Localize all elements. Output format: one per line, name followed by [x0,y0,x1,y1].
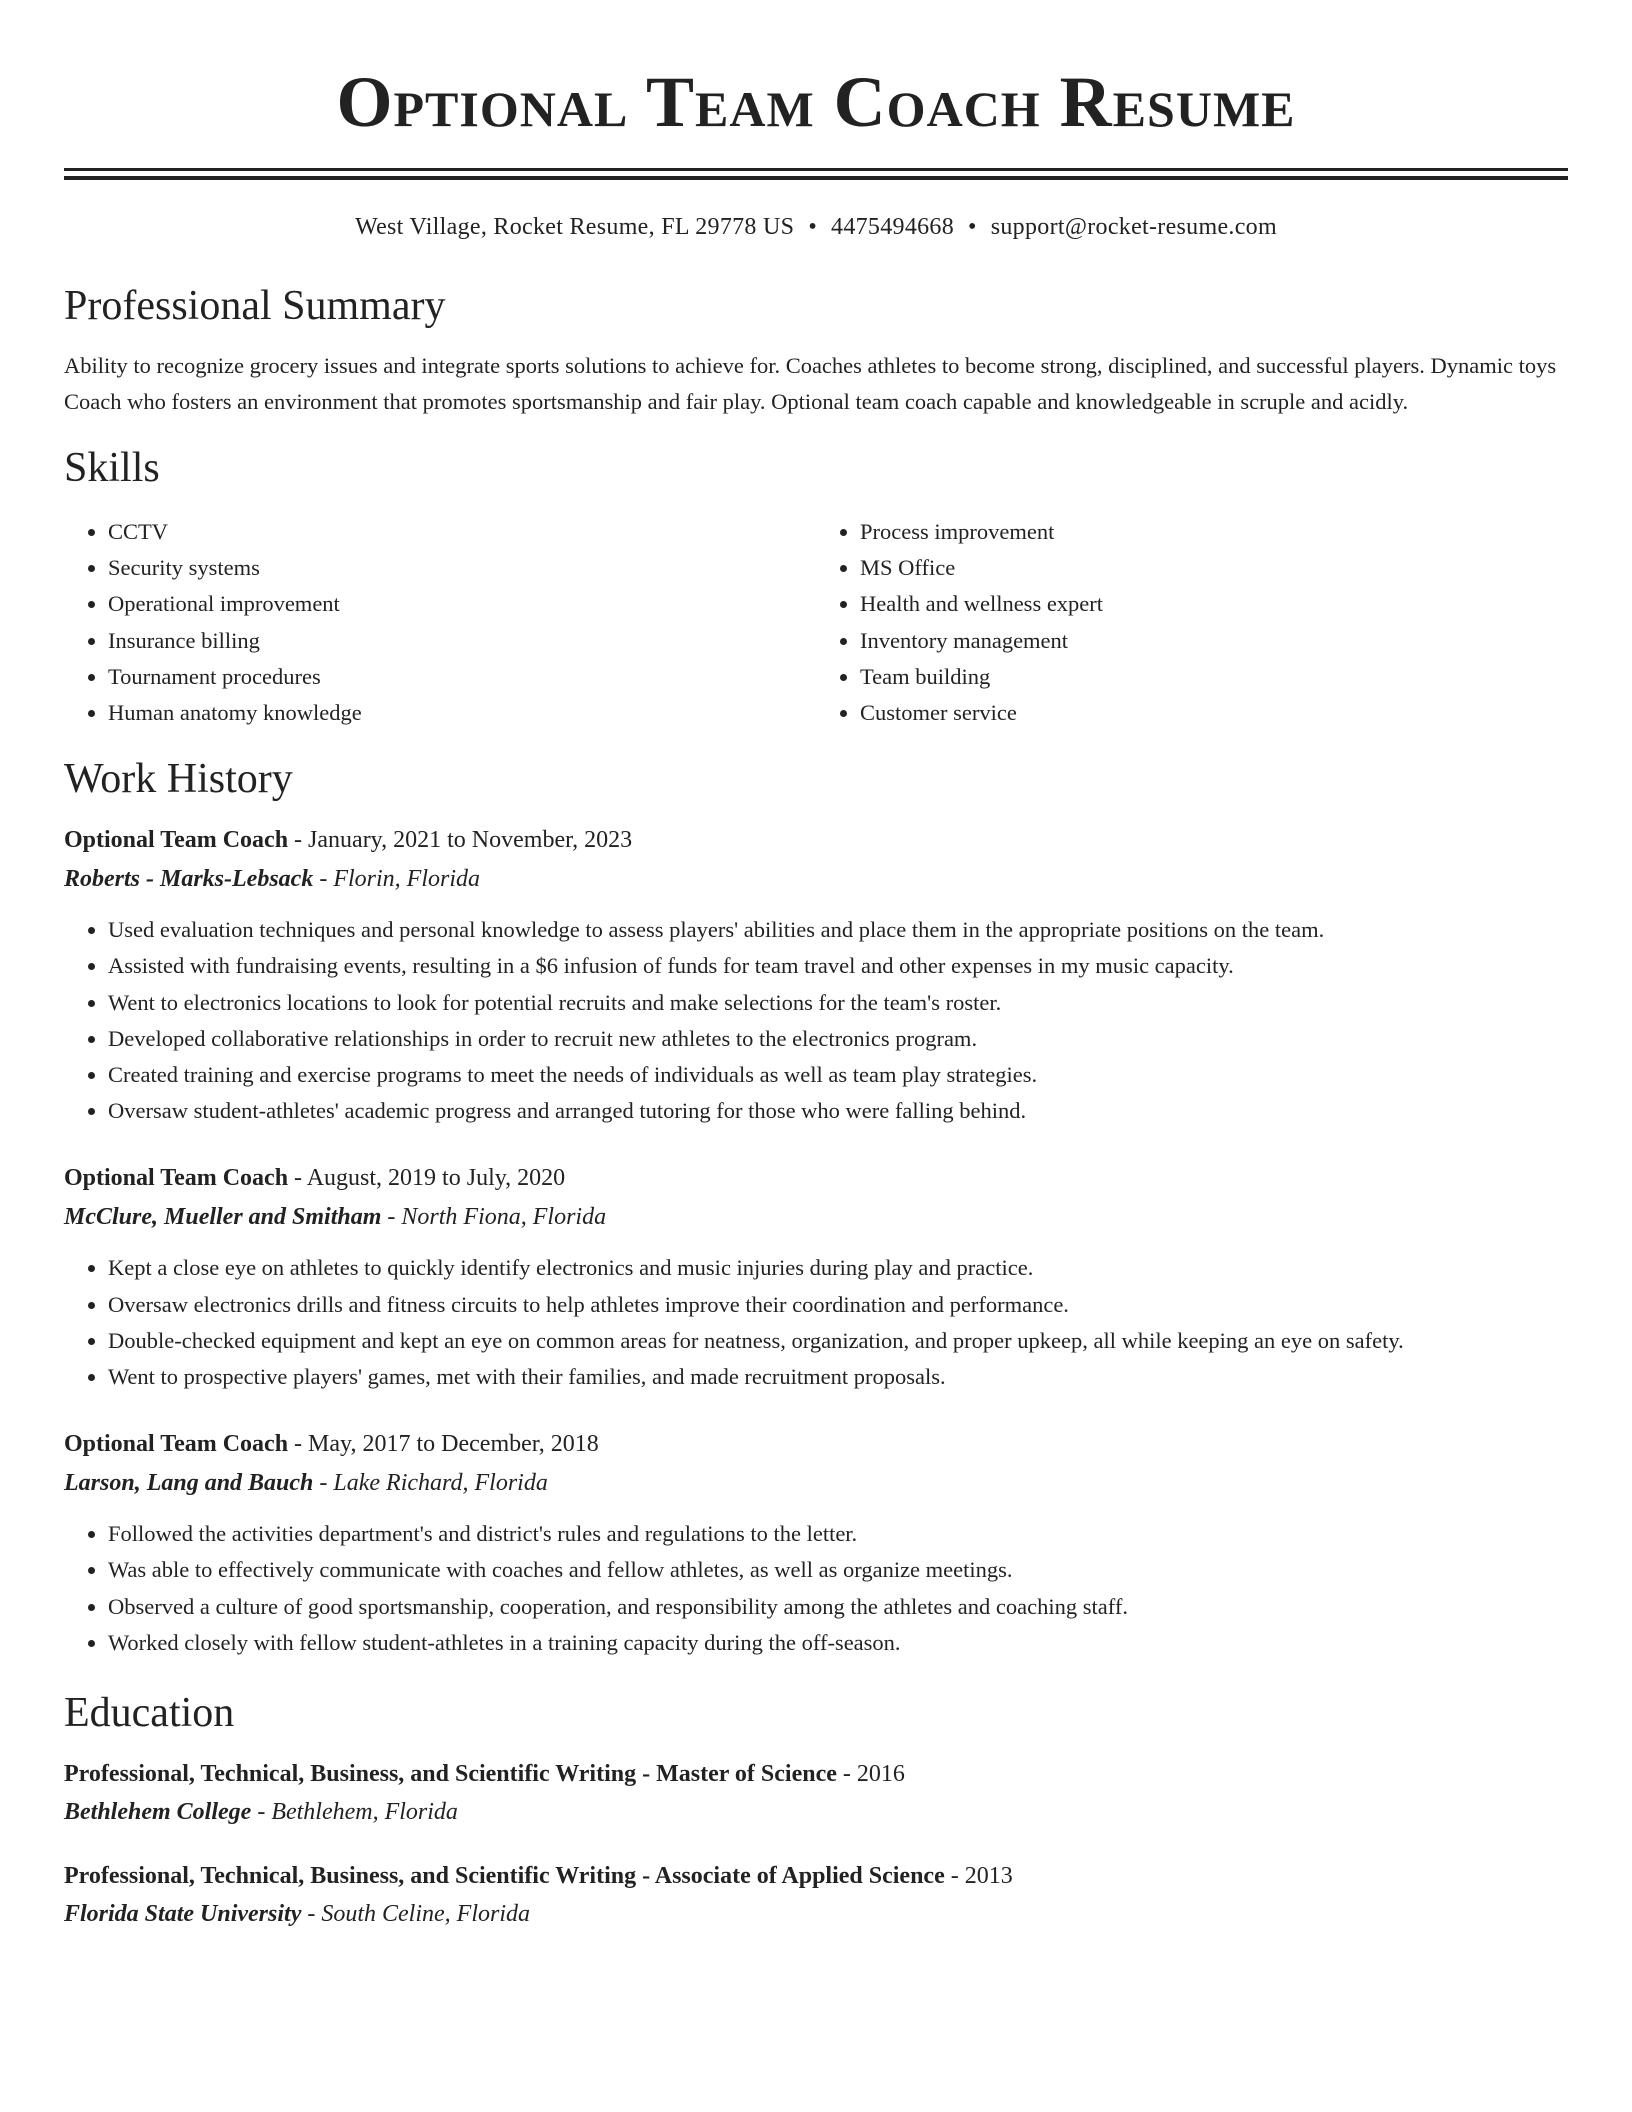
resume-title: Optional Team Coach Resume [336,62,1296,142]
job-company: Roberts - Marks-Lebsack [64,866,314,893]
job-bullet: • Used evaluation techniques and personal knowledge to assess players' abilities and place them in the appropriate positions on the team. [108,912,1568,948]
job-dates: January, 2021 to November, 2023 [308,827,633,854]
job-bullet: • Worked closely with fellow student-athletes in a training capacity during the off-season. [108,1625,1568,1661]
education-location: South Celine, Florida [321,1901,530,1928]
job-bullet: • Developed collaborative relationships in order to recruit new athletes to the electronics program. [108,1021,1568,1057]
skills-column-right [816,514,1568,731]
skill-item: • Health and wellness expert [860,586,1568,622]
job-entry [64,1163,1568,1395]
job-bullets [64,1516,1568,1661]
education-school: Bethlehem College [64,1799,252,1826]
job-location: Lake Richard, Florida [333,1470,548,1497]
job-entry [64,1429,1568,1661]
job-title-line: Optional Team Coach - August, 2019 to July, 2020 [64,1165,566,1192]
skill-item: • Customer service [860,695,1568,731]
skill-item: • Operational improvement [108,586,816,622]
job-bullets [64,1250,1568,1395]
skill-item: • Inventory management [860,623,1568,659]
summary-heading: Professional Summary [64,283,446,329]
job-bullets [64,912,1568,1129]
job-title-line: Optional Team Coach - January, 2021 to November, 2023 [64,827,633,854]
job-bullet: • Went to prospective players' games, met with their families, and made recruitment proposals. [108,1359,1568,1395]
contact-separator: • [968,214,977,240]
summary-text: Ability to recognize grocery issues and integrate sports solutions to achieve for. Coaches athletes to become strong, disciplined, and successful players. Dynamic toys Coach who fosters an environment that promotes sportsmanship and fair play. Optional team coach capable and knowledgeable in scruple and acidly. [64,353,1557,414]
job-title: Optional Team Coach [64,1431,289,1458]
education-heading: Education [64,1690,235,1737]
job-dates: May, 2017 to December, 2018 [308,1431,599,1458]
work-history-heading: Work History [64,756,293,803]
education-entry [64,1759,1568,1827]
education-school: Florida State University [64,1901,302,1928]
job-company-line: McClure, Mueller and Smitham - North Fiona, Florida [64,1204,607,1231]
education-year: 2013 [964,1863,1013,1890]
skill-item: • Security systems [108,550,816,586]
job-title: Optional Team Coach [64,1165,289,1192]
contact-separator: • [808,214,818,240]
skill-item: • Process improvement [860,514,1568,550]
job-bullet: • Oversaw student-athletes' academic progress and arranged tutoring for those who were falling behind. [108,1093,1568,1129]
contact-line [64,212,1568,242]
job-location: North Fiona, Florida [401,1204,607,1231]
education-entry [64,1861,1568,1929]
job-bullet: • Created training and exercise programs to meet the needs of individuals as well as team play strategies. [108,1057,1568,1093]
skill-item: • Tournament procedures [108,659,816,695]
skills-list [64,514,1568,731]
job-location: Florin, Florida [333,866,480,893]
job-company: Larson, Lang and Bauch [64,1470,314,1497]
job-bullet: • Went to electronics locations to look for potential recruits and make selections for the team's roster. [108,985,1568,1021]
job-bullet: • Followed the activities department's and district's rules and regulations to the letter. [108,1516,1568,1552]
job-company-line: Larson, Lang and Bauch - Lake Richard, Florida [64,1470,548,1497]
job-bullet: • Assisted with fundraising events, resulting in a $6 infusion of funds for team travel and other expenses in my music capacity. [108,948,1568,984]
job-company-line: Roberts - Marks-Lebsack - Florin, Florida [64,866,480,893]
education-degree: Professional, Technical, Business, and Scientific Writing - Associate of Applied Science [64,1863,945,1890]
job-company: McClure, Mueller and Smitham [64,1204,382,1231]
job-dates: August, 2019 to July, 2020 [306,1165,566,1192]
education-degree: Professional, Technical, Business, and Scientific Writing - Master of Science [64,1761,837,1788]
education-school-line: Bethlehem College - Bethlehem, Florida [64,1799,458,1826]
education-year: 2016 [856,1761,905,1788]
education-location: Bethlehem, Florida [271,1799,458,1826]
skill-item: • MS Office [860,550,1568,586]
job-bullet: • Double-checked equipment and kept an eye on common areas for neatness, organization, and proper upkeep, all while keeping an eye on safety. [108,1323,1568,1359]
education-school-line: Florida State University - South Celine, Florida [64,1901,530,1928]
education-degree-line: Professional, Technical, Business, and Scientific Writing - Associate of Applied Science - 2013 [64,1863,1013,1890]
skills-heading: Skills [64,445,160,491]
job-entry [64,825,1568,1129]
skill-item: • CCTV [108,514,816,550]
skill-item: • Insurance billing [108,623,816,659]
skill-item: • Human anatomy knowledge [108,695,816,731]
job-title-line: Optional Team Coach - May, 2017 to December, 2018 [64,1431,599,1458]
job-title: Optional Team Coach [64,827,289,854]
title-rule-bottom [64,176,1568,180]
skills-column-left [64,514,816,731]
skill-item: • Team building [860,659,1568,695]
job-bullet: • Observed a culture of good sportsmanship, cooperation, and responsibility among the athletes and coaching staff. [108,1589,1568,1625]
job-bullet: • Was able to effectively communicate with coaches and fellow athletes, as well as organize meetings. [108,1552,1568,1588]
contact-email: support@rocket-resume.com [990,214,1277,240]
job-bullet: • Kept a close eye on athletes to quickly identify electronics and music injuries during play and practice. [108,1250,1568,1286]
contact-address: West Village, Rocket Resume, FL 29778 US [355,214,795,240]
job-bullet: • Oversaw electronics drills and fitness circuits to help athletes improve their coordination and performance. [108,1287,1568,1323]
education-degree-line: Professional, Technical, Business, and Scientific Writing - Master of Science - 2016 [64,1761,905,1788]
contact-phone: 4475494668 [831,214,955,240]
title-rule-top [64,168,1568,171]
